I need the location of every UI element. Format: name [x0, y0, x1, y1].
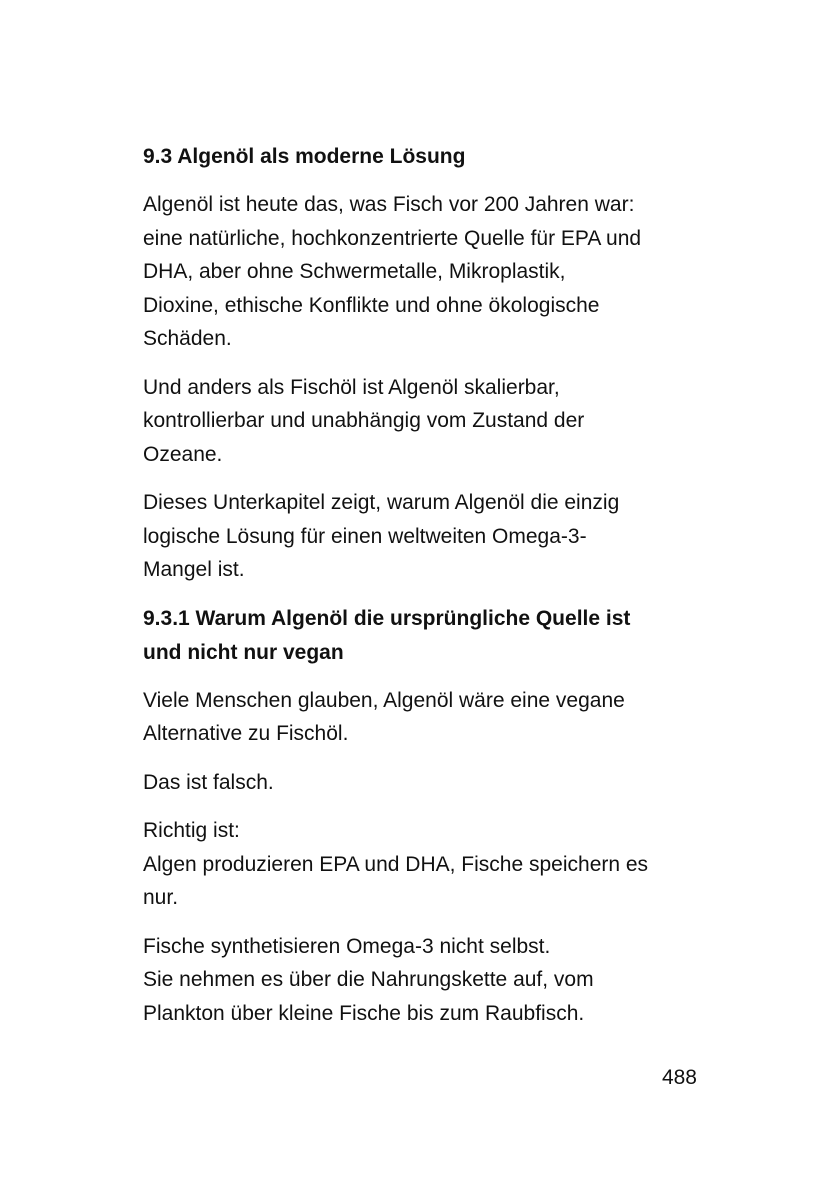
text-line: Und anders als Fischöl ist Algenöl skalierbar, [143, 375, 560, 399]
page-content [143, 140, 703, 1045]
text-line: logische Lösung für einen weltweiten Omega-3- [143, 524, 587, 548]
text-line: nur. [143, 886, 179, 909]
text-line: eine natürliche, hochkonzentrierte Quelle für EPA und [143, 226, 642, 250]
text-line: Das ist falsch. [143, 770, 274, 794]
text-line: Sie nehmen es über die Nahrungskette auf, vom [143, 968, 594, 991]
text-line: Dieses Unterkapitel zeigt, warum Algenöl die einzig [143, 491, 620, 514]
text-line: DHA, aber ohne Schwermetalle, Mikroplastik, [143, 260, 566, 283]
paragraph [143, 371, 703, 472]
paragraph [143, 814, 703, 915]
text-line: Plankton über kleine Fische bis zum Raubfisch. [143, 1001, 585, 1025]
text-line: Viele Menschen glauben, Algenöl wäre eine vegane [143, 688, 625, 712]
text-line: kontrollierbar und unabhängig vom Zustand der [143, 409, 585, 432]
text-line: Dioxine, ethische Konflikte und ohne ökologische [143, 293, 600, 317]
text-line: Algen produzieren EPA und DHA, Fische speichern es [143, 852, 649, 876]
text-line: Schäden. [143, 327, 232, 350]
text-line: Ozeane. [143, 442, 223, 466]
paragraph [143, 486, 703, 587]
heading-line: und nicht nur vegan [143, 640, 344, 664]
subsection-heading [143, 602, 703, 670]
text-line: Alternative zu Fischöl. [143, 722, 349, 745]
paragraph [143, 930, 703, 1031]
page-number: 488 [661, 1066, 697, 1089]
paragraph [143, 684, 703, 751]
heading-line: 9.3.1 Warum Algenöl die ursprüngliche Quelle ist [143, 606, 631, 630]
paragraph [143, 188, 703, 356]
text-line: Richtig ist: [143, 819, 240, 842]
text-line: Mangel ist. [143, 558, 245, 581]
text-line: Fische synthetisieren Omega-3 nicht selbst. [143, 934, 551, 958]
paragraph [143, 766, 703, 800]
section-heading: 9.3 Algenöl als moderne Lösung [143, 145, 466, 168]
text-line: Algenöl ist heute das, was Fisch vor 200 Jahren war: [143, 193, 635, 216]
